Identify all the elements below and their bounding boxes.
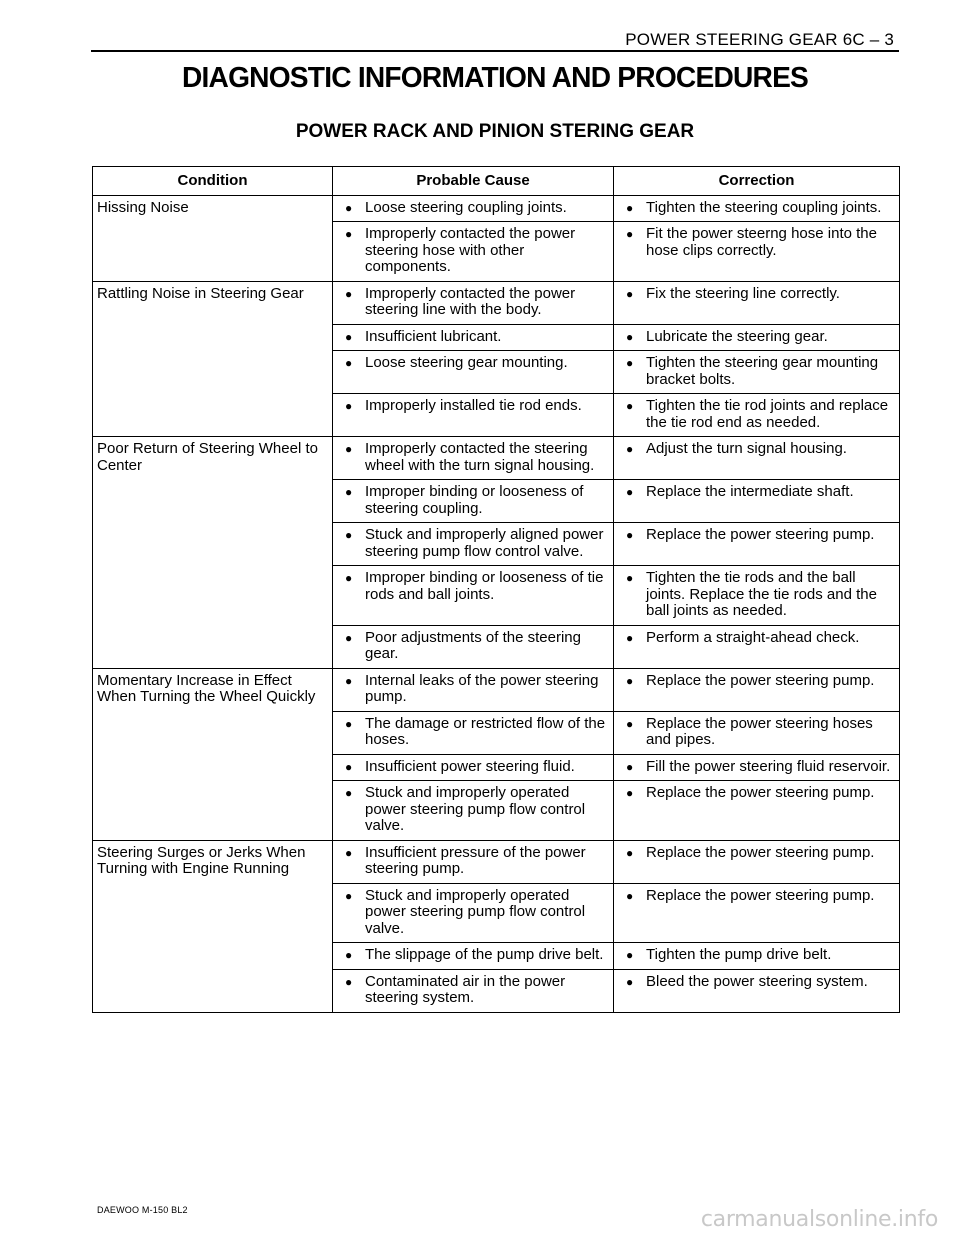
cause-text: Insufficient lubricant. [365,327,502,345]
cause-text: Poor adjustments of the steering gear. [365,628,581,662]
correction-cell [614,394,900,437]
bullet-icon: ● [626,673,634,688]
cause-text: Loose steering coupling joints. [365,198,567,216]
probable-cause-cell [333,480,614,523]
bullet-icon: ● [345,759,353,774]
bullet-icon: ● [626,948,634,962]
bullet-icon: ● [345,399,353,413]
probable-cause-cell [333,781,614,841]
cause-text: The slippage of the pump drive belt. [365,946,604,963]
bullet-icon: ● [345,845,353,860]
bullet-icon: ● [626,759,634,774]
correction-text: Replace the power steering pump. [646,843,875,861]
condition-cell: Poor Return of Steering Wheel to Center [93,437,333,669]
probable-cause-cell [333,625,614,668]
correction-cell [614,437,900,480]
correction-text: Fit the power steerng hose into the hose clips correctly. [646,225,877,259]
cause-text: Loose steering gear mounting. [365,354,568,371]
table-body [93,195,900,1012]
bullet-icon: ● [626,329,634,344]
bullet-icon: ● [345,485,353,499]
bullet-icon: ● [626,200,634,215]
bullet-icon: ● [345,786,353,800]
correction-text: Replace the power steering pump. [646,526,875,543]
bullet-icon: ● [345,888,353,903]
bullet-icon: ● [626,442,634,456]
table-row [93,437,900,480]
probable-cause-cell [333,437,614,480]
correction-cell [614,754,900,781]
probable-cause-cell [333,351,614,394]
probable-cause-cell [333,668,614,711]
cause-text: Contaminated air in the power steering system. [365,972,566,1006]
probable-cause-cell [333,394,614,437]
diagnosis-table [92,166,900,1013]
section-subtitle: POWER RACK AND PINION STERING GEAR [295,121,695,142]
bullet-icon: ● [626,227,634,241]
correction-text: Tighten the steering coupling joints. [646,198,882,216]
bullet-icon: ● [345,286,353,301]
table-row [93,281,900,324]
correction-cell [614,625,900,668]
correction-text: Tighten the steering gear mounting bracket bolts. [646,354,879,388]
correction-text: Replace the power steering pump. [646,784,875,801]
bullet-icon: ● [626,974,634,989]
table-row [93,840,900,883]
bullet-icon: ● [626,888,634,903]
cause-text: Stuck and improperly operated power steering pump flow control valve. [365,886,586,937]
correction-text: Tighten the tie rods and the ball joints. Replace the tie rods and the ball joints as needed. [646,569,877,619]
correction-cell [614,969,900,1012]
cause-text: Stuck and improperly operated power steering pump flow control valve. [365,784,586,834]
correction-text: Tighten the tie rod joints and replace the tie rod end as needed. [646,397,889,431]
correction-text: Replace the power steering pump. [646,671,875,689]
header-correction: Correction [614,167,900,196]
correction-text: Replace the power steering hoses and pipes. [646,714,873,748]
probable-cause-cell [333,324,614,351]
probable-cause-cell [333,943,614,970]
condition-cell: Steering Surges or Jerks When Turning with Engine Running [93,840,333,1012]
table-row [93,195,900,222]
correction-cell [614,195,900,222]
condition-cell: Hissing Noise [93,195,333,281]
cause-text: Insufficient pressure of the power steering pump. [365,843,586,877]
cause-text: Improper binding or looseness of steering coupling. [365,483,584,517]
condition-cell: Rattling Noise in Steering Gear [93,281,333,437]
bullet-icon: ● [626,356,634,370]
bullet-icon: ● [626,485,634,499]
condition-cell: Momentary Increase in Effect When Turning the Wheel Quickly [93,668,333,840]
header-probable-cause: Probable Cause [333,167,614,196]
correction-text: Fix the steering line correctly. [646,284,840,302]
correction-text: Bleed the power steering system. [646,972,868,990]
cause-text: Stuck and improperly aligned power steering pump flow control valve. [365,526,604,560]
bullet-icon: ● [345,673,353,688]
probable-cause-cell [333,883,614,943]
probable-cause-cell [333,840,614,883]
bullet-icon: ● [345,200,353,215]
bullet-icon: ● [626,786,634,800]
correction-cell [614,883,900,943]
header-rule [91,50,899,52]
correction-cell [614,711,900,754]
probable-cause-cell [333,566,614,626]
watermark: carmanualsonline.info [700,1207,938,1232]
probable-cause-cell [333,281,614,324]
correction-cell [614,351,900,394]
header-condition: Condition [93,167,333,196]
cause-text: The damage or restricted flow of the hoses. [365,714,606,748]
correction-cell [614,324,900,351]
probable-cause-cell [333,523,614,566]
correction-cell [614,222,900,282]
probable-cause-cell [333,711,614,754]
cause-text: Improperly contacted the power steering line with the body. [365,284,576,318]
bullet-icon: ● [626,630,634,645]
cause-text: Improperly installed tie rod ends. [365,397,582,414]
bullet-icon: ● [626,571,634,585]
bullet-icon: ● [345,227,353,241]
correction-text: Tighten the pump drive belt. [646,946,832,963]
cause-text: Improperly contacted the power steering hose with other components. [365,225,576,275]
bullet-icon: ● [345,716,353,731]
bullet-icon: ● [626,716,634,731]
probable-cause-cell [333,222,614,282]
bullet-icon: ● [345,442,353,456]
correction-cell [614,840,900,883]
footer-code: DAEWOO M-150 BL2 [97,1205,188,1215]
bullet-icon: ● [345,528,353,542]
correction-cell [614,781,900,841]
correction-cell [614,566,900,626]
correction-text: Replace the intermediate shaft. [646,483,854,500]
table-header-row [93,167,900,196]
bullet-icon: ● [345,356,353,370]
cause-text: Improperly contacted the steering wheel with the turn signal housing. [365,440,595,474]
bullet-icon: ● [626,845,634,860]
bullet-icon: ● [626,286,634,301]
cause-text: Insufficient power steering fluid. [365,757,575,775]
cause-text: Improper binding or looseness of tie rods and ball joints. [365,569,604,603]
probable-cause-cell [333,754,614,781]
correction-cell [614,668,900,711]
probable-cause-cell [333,195,614,222]
probable-cause-cell [333,969,614,1012]
running-head: POWER STEERING GEAR 6C – 3 [625,30,894,49]
correction-cell [614,480,900,523]
bullet-icon: ● [345,948,353,962]
bullet-icon: ● [345,974,353,989]
correction-text: Replace the power steering pump. [646,886,875,904]
correction-text: Perform a straight-ahead check. [646,628,860,646]
correction-cell [614,523,900,566]
bullet-icon: ● [345,329,353,344]
correction-text: Adjust the turn signal housing. [646,440,847,457]
bullet-icon: ● [345,571,353,585]
correction-text: Fill the power steering fluid reservoir. [646,757,891,775]
table-row [93,668,900,711]
correction-text: Lubricate the steering gear. [646,327,828,345]
cause-text: Internal leaks of the power steering pump. [365,671,599,705]
bullet-icon: ● [345,630,353,645]
bullet-icon: ● [626,399,634,413]
correction-cell [614,943,900,970]
correction-cell [614,281,900,324]
page-title: DIAGNOSTIC INFORMATION AND PROCEDURES [181,62,809,94]
bullet-icon: ● [626,528,634,542]
